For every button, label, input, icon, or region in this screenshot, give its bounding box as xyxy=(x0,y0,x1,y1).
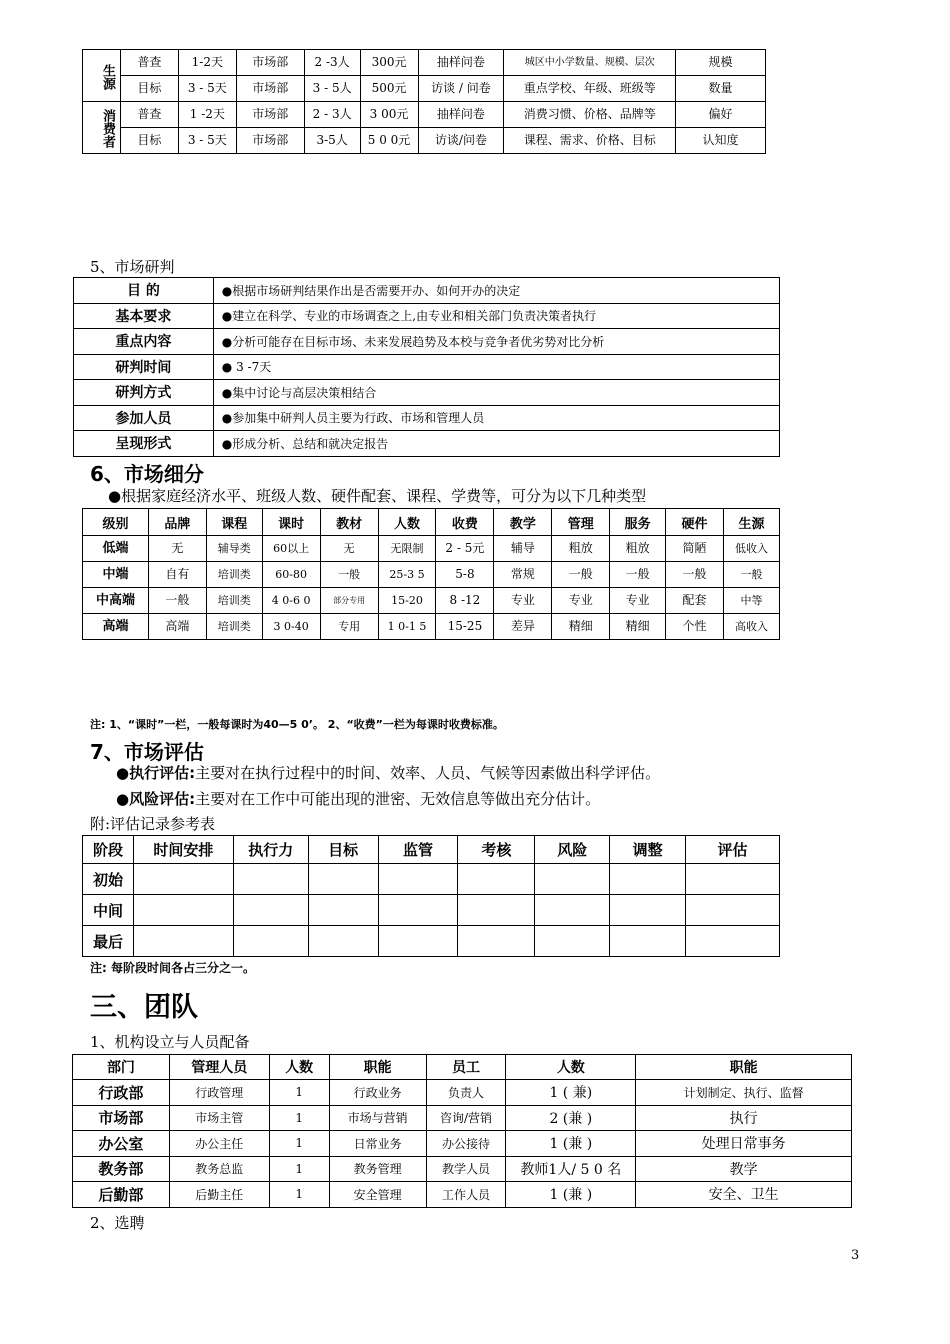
org-cell: 办公接待 xyxy=(426,1131,506,1157)
source-cell: 市场部 xyxy=(236,76,304,102)
evaluation-item-text: 主要对在工作中可能出现的泄密、无效信息等做出充分估计。 xyxy=(195,790,601,808)
source-cell: 3-5人 xyxy=(304,128,360,154)
evaluation-empty-cell xyxy=(686,864,780,895)
org-header: 职能 xyxy=(636,1055,852,1080)
segment-header: 服务 xyxy=(610,509,666,536)
org-header: 职能 xyxy=(329,1055,426,1080)
research-key: 基本要求 xyxy=(74,303,214,329)
evaluation-empty-cell xyxy=(378,926,458,957)
group-label: 生源 xyxy=(83,50,121,102)
source-cell: 市场部 xyxy=(236,128,304,154)
org-cell: 1 ( 兼) xyxy=(506,1080,636,1106)
evaluation-stage: 最后 xyxy=(83,926,134,957)
source-cell: 普查 xyxy=(120,50,178,76)
evaluation-empty-cell xyxy=(535,864,610,895)
evaluation-item xyxy=(116,788,600,809)
org-cell: 2 (兼 ) xyxy=(506,1105,636,1131)
research-row xyxy=(74,380,780,406)
source-cell: 1-2天 xyxy=(178,50,236,76)
segment-cell: 培训类 xyxy=(206,614,262,640)
evaluation-empty-cell xyxy=(686,895,780,926)
segment-cell: 60-80 xyxy=(262,562,320,588)
segment-cell: 粗放 xyxy=(552,536,610,562)
org-department: 市场部 xyxy=(73,1105,170,1131)
segment-header: 教学 xyxy=(494,509,552,536)
org-cell: 教师1人/ 5 0 名 xyxy=(506,1156,636,1182)
research-key: 目 的 xyxy=(74,278,214,304)
source-cell: 目标 xyxy=(120,128,178,154)
segment-header: 管理 xyxy=(552,509,610,536)
segment-cell: 低收入 xyxy=(724,536,780,562)
evaluation-stage: 中间 xyxy=(83,895,134,926)
research-value: ●集中讨论与高层决策相结合 xyxy=(213,380,779,406)
source-cell: 抽样问卷 xyxy=(418,102,504,128)
segment-cell: 自有 xyxy=(148,562,206,588)
org-row xyxy=(73,1156,852,1182)
source-cell: 5 0 0元 xyxy=(360,128,418,154)
source-cell: 规模 xyxy=(676,50,766,76)
org-department: 教务部 xyxy=(73,1156,170,1182)
source-cell: 500元 xyxy=(360,76,418,102)
source-cell: 消费习惯、价格、品牌等 xyxy=(504,102,676,128)
org-cell: 工作人员 xyxy=(426,1182,506,1208)
evaluation-empty-cell xyxy=(686,926,780,957)
segment-cell: 培训类 xyxy=(206,562,262,588)
group-label: 消费者 xyxy=(83,102,121,154)
source-cell: 市场部 xyxy=(236,50,304,76)
segment-cell: 5-8 xyxy=(436,562,494,588)
org-cell: 教学 xyxy=(636,1156,852,1182)
org-row xyxy=(73,1131,852,1157)
org-cell: 教学人员 xyxy=(426,1156,506,1182)
org-cell: 市场主管 xyxy=(169,1105,269,1131)
segment-cell: 一般 xyxy=(724,562,780,588)
evaluation-header: 考核 xyxy=(458,836,535,864)
evaluation-empty-cell xyxy=(458,926,535,957)
section-7-note: 注: 每阶段时间各占三分之一。 xyxy=(90,961,255,975)
evaluation-record-table xyxy=(82,835,780,957)
evaluation-empty-cell xyxy=(233,926,308,957)
segment-cell: 15-20 xyxy=(378,588,436,614)
organization-staffing-table xyxy=(72,1054,852,1208)
segment-cell: 中等 xyxy=(724,588,780,614)
source-cell: 认知度 xyxy=(676,128,766,154)
segment-cell: 高端 xyxy=(148,614,206,640)
segment-row xyxy=(83,562,780,588)
part-3-heading: 三、团队 xyxy=(90,992,198,1023)
segment-header: 品牌 xyxy=(148,509,206,536)
org-header: 管理人员 xyxy=(169,1055,269,1080)
research-value: ●分析可能存在目标市场、未来发展趋势及本校与竞争者优劣势对比分析 xyxy=(213,329,779,355)
org-cell: 办公主任 xyxy=(169,1131,269,1157)
research-row xyxy=(74,329,780,355)
evaluation-empty-cell xyxy=(535,926,610,957)
org-cell: 教务管理 xyxy=(329,1156,426,1182)
evaluation-empty-cell xyxy=(378,864,458,895)
segment-cell: 60以上 xyxy=(262,536,320,562)
source-cell: 城区中小学数量、规模、层次 xyxy=(504,50,676,76)
segment-cell: 配套 xyxy=(666,588,724,614)
org-cell: 负责人 xyxy=(426,1080,506,1106)
source-cell: 2 -3人 xyxy=(304,50,360,76)
segment-cell: 一般 xyxy=(552,562,610,588)
segment-cell: 辅导类 xyxy=(206,536,262,562)
evaluation-empty-cell xyxy=(133,926,233,957)
org-row xyxy=(73,1105,852,1131)
org-cell: 1 xyxy=(269,1131,329,1157)
segment-header: 课程 xyxy=(206,509,262,536)
segment-cell: 无 xyxy=(320,536,378,562)
research-key: 研判方式 xyxy=(74,380,214,406)
market-segmentation-table xyxy=(82,508,780,640)
org-cell: 教务总监 xyxy=(169,1156,269,1182)
org-cell: 1 xyxy=(269,1105,329,1131)
research-value: ● 3 -7天 xyxy=(213,354,779,380)
segment-cell: 专业 xyxy=(610,588,666,614)
evaluation-empty-cell xyxy=(233,864,308,895)
segment-level: 高端 xyxy=(83,614,149,640)
source-table-row xyxy=(83,76,766,102)
evaluation-empty-cell xyxy=(458,864,535,895)
appendix-title: 附:评估记录参考表 xyxy=(90,815,216,833)
research-value: ●根据市场研判结果作出是否需要开办、如何开办的决定 xyxy=(213,278,779,304)
org-cell: 后勤主任 xyxy=(169,1182,269,1208)
segment-level: 中高端 xyxy=(83,588,149,614)
segment-level: 中端 xyxy=(83,562,149,588)
segment-cell: 常规 xyxy=(494,562,552,588)
research-value: ●参加集中研判人员主要为行政、市场和管理人员 xyxy=(213,405,779,431)
segment-cell: 粗放 xyxy=(610,536,666,562)
section-6-note: 注: 1、“课时”一栏，一般每课时为40—5 0’。 2、“收费”一栏为每课时收费标准。 xyxy=(90,718,504,731)
evaluation-empty-cell xyxy=(308,864,378,895)
section-6-heading: 6、市场细分 xyxy=(90,462,204,486)
segment-cell: 部分专用 xyxy=(320,588,378,614)
segment-cell: 25-3 5 xyxy=(378,562,436,588)
research-row xyxy=(74,405,780,431)
segment-cell: 差异 xyxy=(494,614,552,640)
evaluation-item xyxy=(116,762,660,783)
source-cell: 抽样问卷 xyxy=(418,50,504,76)
evaluation-empty-cell xyxy=(378,895,458,926)
segment-cell: 无限制 xyxy=(378,536,436,562)
evaluation-empty-cell xyxy=(610,926,686,957)
evaluation-item-label: ●执行评估: xyxy=(116,764,196,782)
org-cell: 1 xyxy=(269,1156,329,1182)
source-cell: 普查 xyxy=(120,102,178,128)
org-cell: 处理日常事务 xyxy=(636,1131,852,1157)
org-cell: 安全、卫生 xyxy=(636,1182,852,1208)
org-row xyxy=(73,1182,852,1208)
evaluation-row xyxy=(83,864,780,895)
source-cell: 市场部 xyxy=(236,102,304,128)
org-cell: 行政管理 xyxy=(169,1080,269,1106)
segment-cell: 专用 xyxy=(320,614,378,640)
org-cell: 执行 xyxy=(636,1105,852,1131)
evaluation-header: 调整 xyxy=(610,836,686,864)
page-number: 3 xyxy=(851,1248,860,1263)
evaluation-item-text: 主要对在执行过程中的时间、效率、人员、气候等因素做出科学评估。 xyxy=(195,764,661,782)
segment-cell: 精细 xyxy=(610,614,666,640)
segment-cell: 一般 xyxy=(666,562,724,588)
org-department: 办公室 xyxy=(73,1131,170,1157)
org-cell: 1 xyxy=(269,1182,329,1208)
research-row xyxy=(74,431,780,457)
evaluation-header: 阶段 xyxy=(83,836,134,864)
segment-header: 教材 xyxy=(320,509,378,536)
evaluation-empty-cell xyxy=(133,895,233,926)
segment-cell: 培训类 xyxy=(206,588,262,614)
segment-cell: 15-25 xyxy=(436,614,494,640)
evaluation-empty-cell xyxy=(133,864,233,895)
source-table-row xyxy=(83,50,766,76)
evaluation-header: 目标 xyxy=(308,836,378,864)
evaluation-row xyxy=(83,895,780,926)
source-cell: 访谈/问卷 xyxy=(418,128,504,154)
segment-cell: 一般 xyxy=(320,562,378,588)
source-cell: 偏好 xyxy=(676,102,766,128)
segment-cell: 高收入 xyxy=(724,614,780,640)
source-cell: 目标 xyxy=(120,76,178,102)
segment-cell: 专业 xyxy=(494,588,552,614)
evaluation-empty-cell xyxy=(535,895,610,926)
research-row xyxy=(74,354,780,380)
source-cell: 数量 xyxy=(676,76,766,102)
segment-cell: 1 0-1 5 xyxy=(378,614,436,640)
source-cell: 300元 xyxy=(360,50,418,76)
evaluation-header: 监管 xyxy=(378,836,458,864)
segment-header: 收费 xyxy=(436,509,494,536)
org-row xyxy=(73,1080,852,1106)
segment-cell: 一般 xyxy=(610,562,666,588)
evaluation-header: 风险 xyxy=(535,836,610,864)
evaluation-stage: 初始 xyxy=(83,864,134,895)
org-header: 部门 xyxy=(73,1055,170,1080)
segment-cell: 专业 xyxy=(552,588,610,614)
org-setup-heading: 1、机构设立与人员配备 xyxy=(90,1033,250,1051)
research-key: 重点内容 xyxy=(74,329,214,355)
research-row xyxy=(74,278,780,304)
segment-cell: 8 -12 xyxy=(436,588,494,614)
source-cell: 2 - 3人 xyxy=(304,102,360,128)
source-cell: 3 00元 xyxy=(360,102,418,128)
segment-row xyxy=(83,536,780,562)
source-table-row xyxy=(83,102,766,128)
org-department: 行政部 xyxy=(73,1080,170,1106)
research-key: 研判时间 xyxy=(74,354,214,380)
section-6-intro: ●根据家庭经济水平、班级人数、硬件配套、课程、学费等，可分为以下几种类型 xyxy=(108,487,647,505)
evaluation-empty-cell xyxy=(610,864,686,895)
segment-cell: 精细 xyxy=(552,614,610,640)
evaluation-empty-cell xyxy=(610,895,686,926)
research-row xyxy=(74,303,780,329)
segment-cell: 辅导 xyxy=(494,536,552,562)
evaluation-header: 时间安排 xyxy=(133,836,233,864)
org-header: 员工 xyxy=(426,1055,506,1080)
segment-cell: 无 xyxy=(148,536,206,562)
org-cell: 咨询/营销 xyxy=(426,1105,506,1131)
org-cell: 安全管理 xyxy=(329,1182,426,1208)
segment-cell: 4 0-6 0 xyxy=(262,588,320,614)
evaluation-empty-cell xyxy=(458,895,535,926)
org-department: 后勤部 xyxy=(73,1182,170,1208)
research-value: ●形成分析、总结和就决定报告 xyxy=(213,431,779,457)
source-table-row xyxy=(83,128,766,154)
evaluation-empty-cell xyxy=(308,895,378,926)
org-cell: 日常业务 xyxy=(329,1131,426,1157)
org-cell: 1 xyxy=(269,1080,329,1106)
evaluation-row xyxy=(83,926,780,957)
org-cell: 1 (兼 ) xyxy=(506,1131,636,1157)
segment-header: 级别 xyxy=(83,509,149,536)
research-key: 参加人员 xyxy=(74,405,214,431)
segment-row xyxy=(83,614,780,640)
org-cell: 行政业务 xyxy=(329,1080,426,1106)
source-cell: 重点学校、年级、班级等 xyxy=(504,76,676,102)
segment-cell: 简陋 xyxy=(666,536,724,562)
section-5-heading: 5、市场研判 xyxy=(90,258,175,276)
segment-cell: 2 - 5元 xyxy=(436,536,494,562)
source-cell: 3 - 5天 xyxy=(178,128,236,154)
evaluation-empty-cell xyxy=(233,895,308,926)
segment-row xyxy=(83,588,780,614)
evaluation-header: 执行力 xyxy=(233,836,308,864)
segment-cell: 个性 xyxy=(666,614,724,640)
source-research-table xyxy=(82,49,766,154)
org-header: 人数 xyxy=(269,1055,329,1080)
section-7-heading: 7、市场评估 xyxy=(90,740,204,764)
segment-header: 人数 xyxy=(378,509,436,536)
recruitment-heading: 2、选聘 xyxy=(90,1214,145,1232)
market-research-table xyxy=(73,277,780,457)
evaluation-header: 评估 xyxy=(686,836,780,864)
source-cell: 课程、需求、价格、目标 xyxy=(504,128,676,154)
org-cell: 市场与营销 xyxy=(329,1105,426,1131)
source-cell: 3 - 5天 xyxy=(178,76,236,102)
org-cell: 计划制定、执行、监督 xyxy=(636,1080,852,1106)
source-cell: 1 -2天 xyxy=(178,102,236,128)
segment-header: 生源 xyxy=(724,509,780,536)
segment-cell: 3 0-40 xyxy=(262,614,320,640)
evaluation-item-label: ●风险评估: xyxy=(116,790,196,808)
segment-cell: 一般 xyxy=(148,588,206,614)
source-cell: 访谈 / 问卷 xyxy=(418,76,504,102)
research-value: ●建立在科学、专业的市场调查之上,由专业和相关部门负责决策者执行 xyxy=(213,303,779,329)
segment-header: 课时 xyxy=(262,509,320,536)
org-cell: 1 (兼 ) xyxy=(506,1182,636,1208)
evaluation-empty-cell xyxy=(308,926,378,957)
org-header: 人数 xyxy=(506,1055,636,1080)
segment-level: 低端 xyxy=(83,536,149,562)
segment-header: 硬件 xyxy=(666,509,724,536)
research-key: 呈现形式 xyxy=(74,431,214,457)
source-cell: 3 - 5人 xyxy=(304,76,360,102)
